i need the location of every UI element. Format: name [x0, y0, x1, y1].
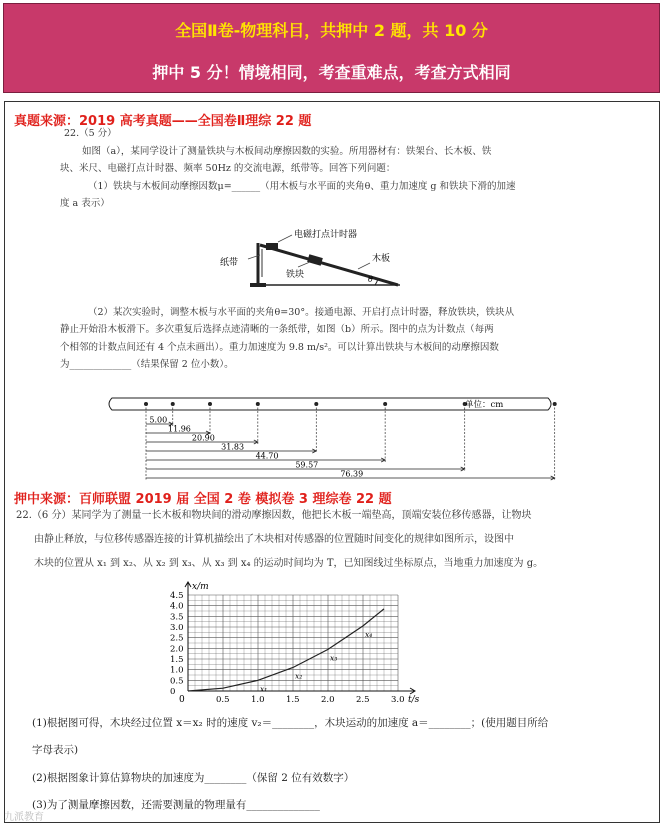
- sub-question: 字母表示): [32, 744, 79, 756]
- y-tick-label: 0.5: [170, 676, 184, 687]
- y-tick-label: 1.0: [170, 665, 184, 676]
- y-tick-label: 4.5: [170, 591, 184, 601]
- label-angle: θ: [368, 275, 373, 284]
- question-line: 木块的位置从 x₁ 到 x₂、从 x₂ 到 x₃、从 x₃ 到 x₄ 的运动时间均为 T，已知图线过坐标原点，当地重力加速度为 g。: [34, 558, 544, 569]
- x-tick-label: 1.5: [286, 695, 300, 705]
- x-tick-label: 1.0: [251, 695, 265, 705]
- banner-title: 全国Ⅱ卷-物理科目，共押中 2 题，共 10 分: [175, 21, 488, 40]
- x-tick-label: 0.5: [216, 695, 230, 705]
- y-axis-label: x/m: [192, 582, 209, 592]
- y-tick-label: 3.0: [170, 623, 184, 633]
- sub-question: (3)为了测量摩擦因数，还需要测量的物理量有______________: [32, 799, 320, 811]
- header-banner: [3, 3, 660, 93]
- question-line: （2）某次实验时，调整木板与水平面的夹角θ=30°。接通电源、开启打点计时器，释放铁块，铁块从: [88, 307, 515, 318]
- x-axis-label: t/s: [408, 695, 420, 705]
- tape-measure-label: 31.83: [221, 442, 245, 452]
- question-line: 22.（6 分）某同学为了测量一长木板和物块间的滑动摩擦因数，他把长木板一端垫高，顶端安装位移传感器，让物块: [16, 510, 532, 521]
- predicted-question-source: 押中来源：百师联盟 2019 届 全国 2 卷 模拟卷 3 理综卷 22 题: [14, 492, 392, 507]
- origin-label: 0: [179, 695, 185, 705]
- label-board: 木板: [372, 254, 391, 264]
- inclined-board: [260, 245, 398, 285]
- question-line: 度 a 表示）: [60, 198, 110, 209]
- y-tick-label: 0: [170, 687, 176, 697]
- label-timer: 电磁打点计时器: [294, 230, 358, 240]
- y-tick-label: 4.0: [170, 601, 184, 612]
- iron-block: [307, 254, 323, 266]
- point-label: x₄: [365, 629, 373, 639]
- apparatus-figure: [200, 215, 430, 295]
- y-tick-label: 1.5: [170, 655, 184, 665]
- y-tick-label: 3.5: [170, 612, 184, 623]
- question-line: 个相邻的计数点间还有 4 个点未画出）。重力加速度为 9.8 m/s²。可以计算出铁块与木板间的动摩擦因数: [60, 342, 499, 353]
- x-tick-label: 2.5: [356, 695, 370, 705]
- point-label: x₂: [295, 671, 303, 681]
- question-line: 块、米尺、电磁打点计时器、频率 50Hz 的交流电源，纸带等。回答下列问题：: [60, 163, 396, 174]
- paper-tape-figure: [100, 395, 560, 485]
- question-number: 22.（5 分）: [64, 128, 117, 139]
- tape-measure-label: 11.96: [167, 424, 191, 434]
- tape-measure-label: 20.90: [191, 433, 215, 443]
- banner-subtitle: 押中 5 分！情境相同，考查重难点，考查方式相同: [152, 63, 511, 82]
- question-line: 如图（a），某同学设计了测量铁块与木板间动摩擦因数的实验。所用器材有：铁架台、长木板、铁: [82, 146, 492, 157]
- label-tape: 纸带: [220, 258, 239, 268]
- tape-measure-label: 59.57: [295, 460, 319, 470]
- original-question-source: 真题来源：2019 高考真题——全国卷Ⅱ理综 22 题: [14, 114, 312, 129]
- x-tick-label: 3.0: [391, 695, 405, 705]
- sub-question: (2)根据图象计算估算物块的加速度为________（保留 2 位有效数字）: [32, 772, 355, 784]
- timer-box: [266, 243, 278, 250]
- y-tick-label: 2.0: [170, 644, 184, 655]
- y-tick-label: 2.5: [170, 633, 184, 644]
- tape-measure-label: 44.70: [255, 451, 279, 461]
- sub-question: (1)根据图可得，木块经过位置 x＝x₂ 时的速度 v₂＝________，木块运动的加速度 a＝________；(使用题目所给: [32, 717, 549, 729]
- point-label: x₁: [260, 684, 268, 694]
- tape-unit-label: 单位：cm: [465, 400, 504, 410]
- watermark: 九派教育: [4, 812, 44, 823]
- xt-chart: [150, 575, 430, 710]
- point-label: x₃: [330, 653, 338, 663]
- question-line: 为_____________（结果保留 2 位小数）。: [60, 359, 234, 370]
- question-line: 静止开始沿木板滑下。多次重复后选择点迹清晰的一条纸带，如图（b）所示。图中的点为计数点（每两: [60, 324, 494, 335]
- question-line: 由静止释放，与位移传感器连接的计算机描绘出了木块相对传感器的位置随时间变化的规律如图所示，设图中: [34, 534, 514, 545]
- tape-measure-label: 5.00: [149, 415, 168, 425]
- question-line: （1）铁块与木板间动摩擦因数μ=______（用木板与水平面的夹角θ、重力加速度 g 和铁块下滑的加速: [88, 181, 516, 192]
- tape-measure-label: 76.39: [340, 469, 364, 479]
- label-block: 铁块: [286, 270, 305, 280]
- x-tick-label: 2.0: [321, 695, 335, 705]
